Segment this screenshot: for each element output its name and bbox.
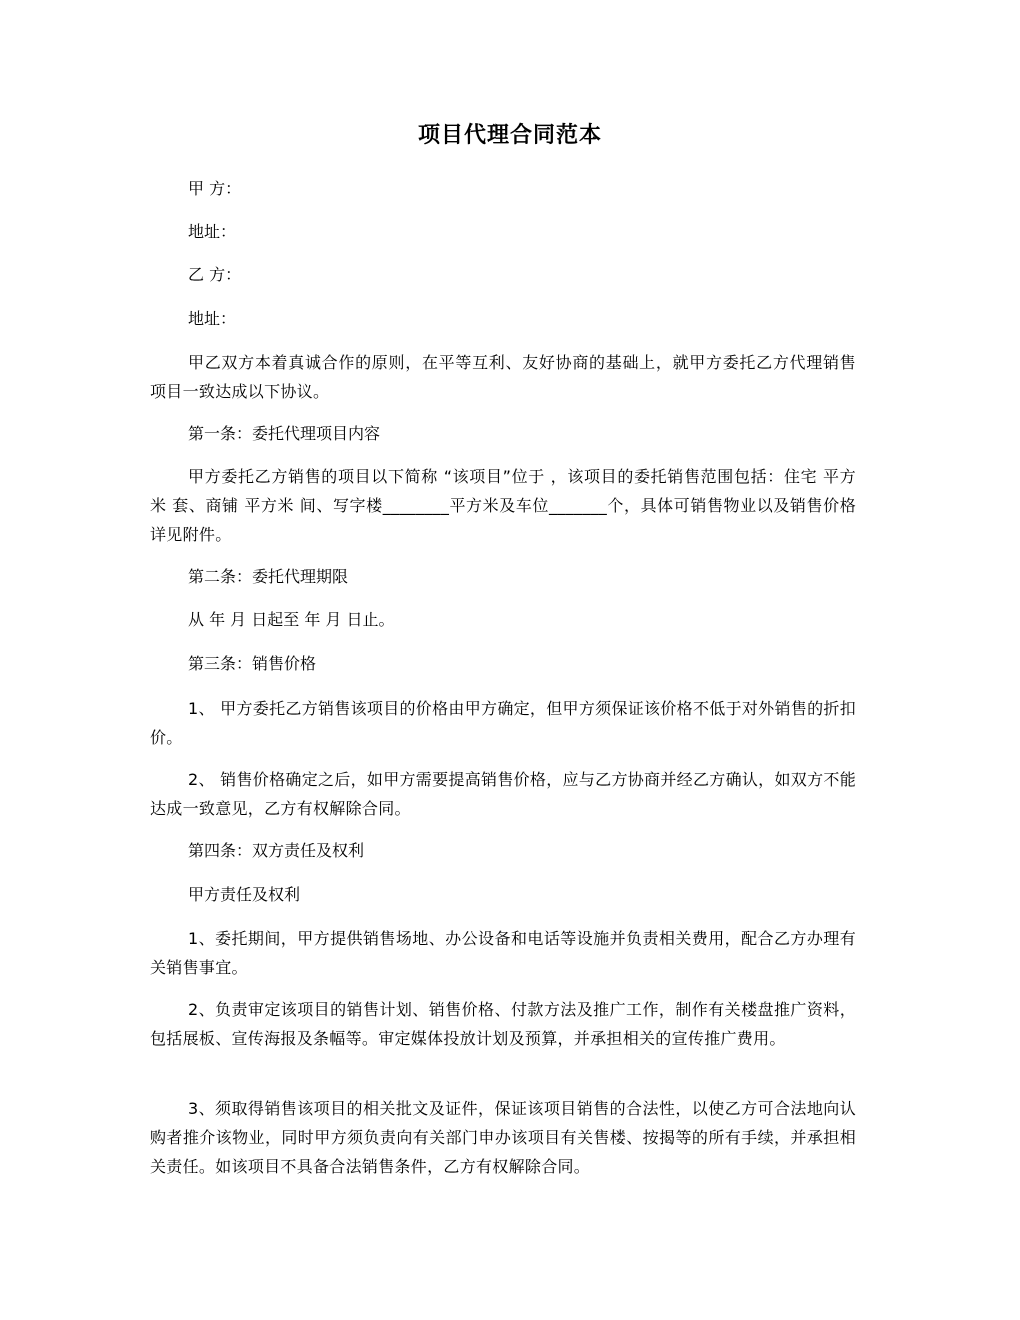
article-2-paragraph: 从 年 月 日起至 年 月 日止。	[188, 610, 395, 629]
party-b-address: 地址：	[188, 309, 237, 328]
party-a-item-3: 3、须取得销售该项目的相关批文及证件，保证该项目销售的合法性，以使乙方可合法地向认购者推介该物业，同时甲方须负责向有关部门申办该项目有关售楼、按揭等的所有手续，并承担相关责任。如该项目不具备合法销售条件，乙方有权解除合同。	[150, 1099, 856, 1176]
party-a-item-1: 1、委托期间，甲方提供销售场地、办公设备和电话等设施并负责相关费用，配合乙方办理有关销售事宜。	[150, 929, 856, 977]
article-4-heading: 第四条：双方责任及权利	[188, 841, 365, 860]
article-2-heading: 第二条：委托代理期限	[188, 567, 349, 586]
article-3-heading: 第三条：销售价格	[188, 654, 317, 673]
document-title: 项目代理合同范本	[417, 123, 602, 148]
article-3-item-2: 2、 销售价格确定之后，如甲方需要提高销售价格，应与乙方协商并经乙方确认，如双方不能达成一致意见，乙方有权解除合同。	[150, 770, 856, 818]
party-a-label: 甲 方：	[188, 179, 242, 198]
article-1-heading: 第一条：委托代理项目内容	[188, 424, 381, 443]
article-3-item-1: 1、 甲方委托乙方销售该项目的价格由甲方确定，但甲方须保证该价格不低于对外销售的折扣价。	[150, 699, 856, 747]
article-1-paragraph: 甲方委托乙方销售的项目以下简称 “该项目”位于 ，该项目的委托销售范围包括：住宅 平方米 套、商铺 平方米 间、写字楼________平方米及车位_______个，具体可销售物业以及销售价格详见附件。	[150, 467, 856, 544]
preamble-paragraph: 甲乙双方本着真诚合作的原则，在平等互利、友好协商的基础上，就甲方委托乙方代理销售 项目一致达成以下协议。	[150, 353, 856, 401]
party-a-item-2: 2、负责审定该项目的销售计划、销售价格、付款方法及推广工作，制作有关楼盘推广资料，包括展板、宣传海报及条幅等。审定媒体投放计划及预算，并承担相关的宣传推广费用。	[150, 1000, 856, 1048]
party-b-label: 乙 方：	[188, 265, 242, 284]
party-a-rights-heading: 甲方责任及权利	[188, 885, 301, 904]
party-a-address: 地址：	[188, 222, 237, 241]
